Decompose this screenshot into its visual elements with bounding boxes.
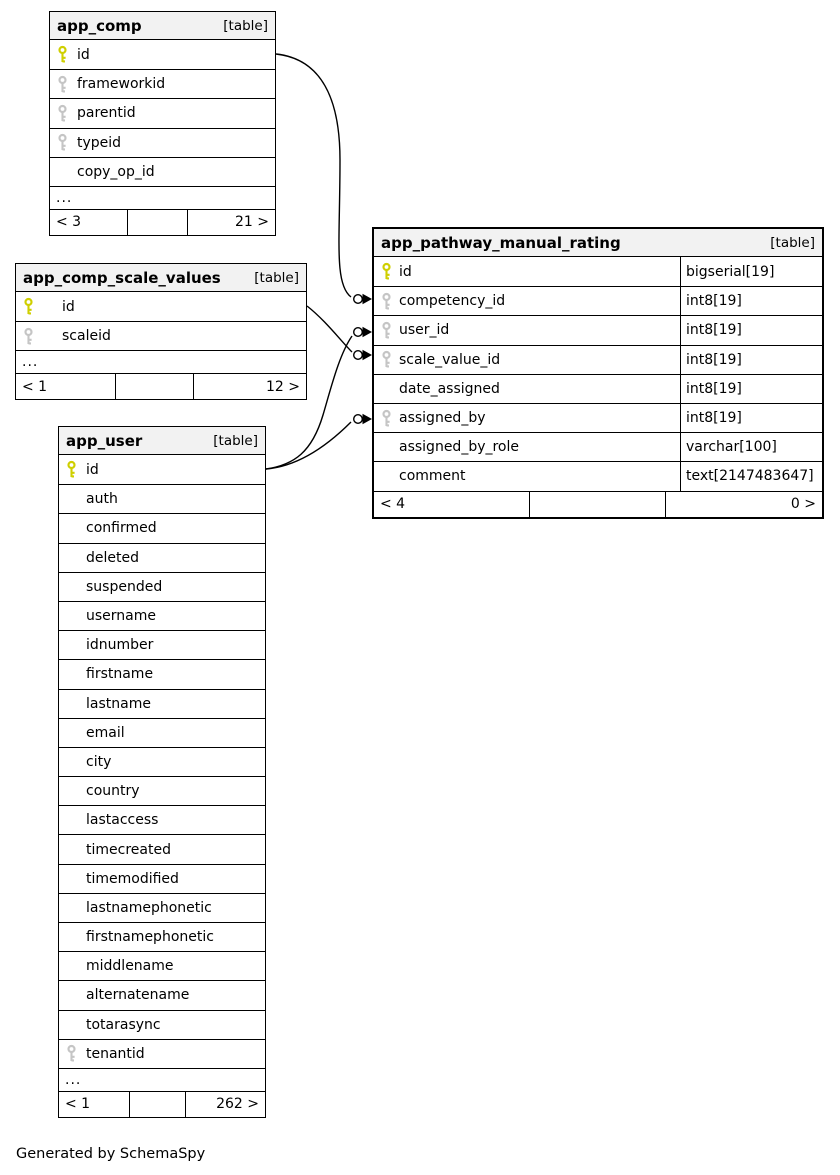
table-type-badge: [table] — [254, 269, 299, 286]
primary-key-icon — [23, 297, 62, 316]
table-title[interactable]: app_comp — [57, 16, 142, 35]
column-name: confirmed — [86, 520, 157, 537]
column-name: deleted — [86, 549, 139, 566]
column-row-timemodified — [59, 864, 265, 893]
column-row-middlename — [59, 951, 265, 980]
column-name: id — [86, 461, 99, 478]
column-row-scaleid — [16, 321, 306, 350]
column-name: suspended — [86, 578, 163, 595]
truncated-columns-row: ... — [16, 350, 306, 373]
column-name: competency_id — [399, 293, 506, 310]
column-row-tenantid — [59, 1039, 265, 1068]
table-type-badge: [table] — [213, 432, 258, 449]
column-name: totarasync — [86, 1016, 161, 1033]
column-row-user_id — [374, 315, 822, 344]
footer-left-cell: < 1 — [65, 1096, 91, 1113]
column-row-lastnamephonetic — [59, 893, 265, 922]
column-name: tenantid — [86, 1045, 145, 1062]
foreign-key-icon — [66, 1044, 86, 1063]
footer-left-cell: < 3 — [56, 214, 82, 231]
column-row-frameworkid — [50, 69, 275, 98]
column-name: timemodified — [86, 870, 179, 887]
column-row-id — [50, 40, 275, 69]
column-type: bigserial[19] — [680, 257, 822, 286]
column-row-parentid — [50, 98, 275, 127]
table-header — [374, 229, 822, 257]
footer-right-cell: 0 > — [665, 492, 822, 517]
table-footer — [374, 491, 822, 517]
column-row-id — [374, 257, 822, 286]
column-name: lastnamephonetic — [86, 899, 212, 916]
table-app_comp_scale_values — [15, 263, 307, 400]
foreign-key-icon — [57, 104, 77, 123]
table-header — [50, 12, 275, 40]
foreign-key-icon — [23, 327, 62, 346]
column-name: frameworkid — [77, 76, 166, 93]
footer-right-cell: 12 > — [193, 374, 306, 399]
column-row-firstnamephonetic — [59, 922, 265, 951]
column-name: scaleid — [62, 328, 111, 345]
truncated-columns-row: ... — [50, 186, 275, 209]
table-type-badge: [table] — [223, 17, 268, 34]
column-name: assigned_by_role — [399, 439, 520, 456]
table-type-badge: [table] — [770, 234, 815, 251]
column-row-deleted — [59, 543, 265, 572]
column-name: lastname — [86, 695, 151, 712]
footer-left-cell: < 4 — [380, 496, 406, 512]
footer-left-cell: < 1 — [22, 378, 48, 395]
column-type: int8[19] — [680, 316, 822, 344]
column-name: typeid — [77, 134, 122, 151]
column-name: parentid — [77, 105, 136, 122]
footer-center-cell — [127, 210, 188, 235]
column-row-username — [59, 601, 265, 630]
column-name: country — [86, 783, 140, 800]
column-row-assigned_by — [374, 403, 822, 432]
generated-by-note: Generated by SchemaSpy — [16, 1146, 206, 1162]
column-row-email — [59, 718, 265, 747]
column-row-lastaccess — [59, 805, 265, 834]
column-type: int8[19] — [680, 287, 822, 315]
column-row-id — [59, 455, 265, 484]
column-name: auth — [86, 491, 118, 508]
column-name: email — [86, 724, 125, 741]
foreign-key-icon — [381, 321, 399, 340]
table-header — [59, 427, 265, 455]
column-row-scale_value_id — [374, 345, 822, 374]
table-app_pathway_manual_rating — [372, 227, 824, 519]
column-name: firstname — [86, 666, 154, 683]
foreign-key-icon — [381, 292, 399, 311]
footer-center-cell — [529, 492, 666, 517]
column-name: id — [77, 46, 90, 63]
column-row-city — [59, 747, 265, 776]
column-name: alternatename — [86, 987, 190, 1004]
column-row-auth — [59, 484, 265, 513]
column-row-country — [59, 776, 265, 805]
column-row-alternatename — [59, 980, 265, 1009]
column-name: username — [86, 608, 156, 625]
column-name: comment — [399, 468, 466, 485]
relation-app_user-id-to-assigned_by — [266, 414, 372, 469]
column-row-assigned_by_role — [374, 432, 822, 461]
truncated-columns-row: ... — [59, 1068, 265, 1091]
column-row-typeid — [50, 128, 275, 157]
column-name: copy_op_id — [77, 163, 155, 180]
column-row-comment — [374, 461, 822, 490]
column-row-confirmed — [59, 513, 265, 542]
column-name: timecreated — [86, 841, 171, 858]
column-name: city — [86, 753, 112, 770]
table-app_user — [58, 426, 266, 1118]
column-name: lastaccess — [86, 812, 159, 829]
column-row-timecreated — [59, 834, 265, 863]
table-footer — [59, 1091, 265, 1117]
column-row-lastname — [59, 689, 265, 718]
table-title[interactable]: app_pathway_manual_rating — [381, 233, 621, 252]
column-type: text[2147483647] — [680, 462, 822, 490]
primary-key-icon — [66, 460, 86, 479]
column-type: int8[19] — [680, 404, 822, 432]
foreign-key-icon — [57, 75, 77, 94]
column-type: varchar[100] — [680, 433, 822, 461]
column-type: int8[19] — [680, 346, 822, 374]
foreign-key-icon — [57, 133, 77, 152]
column-type: int8[19] — [680, 375, 822, 403]
table-title[interactable]: app_comp_scale_values — [23, 268, 221, 287]
column-name: idnumber — [86, 637, 154, 654]
footer-center-cell — [129, 1092, 185, 1117]
column-name: assigned_by — [399, 410, 486, 427]
footer-right-cell: 262 > — [185, 1092, 265, 1117]
footer-right-cell: 21 > — [187, 210, 275, 235]
column-row-date_assigned — [374, 374, 822, 403]
column-row-competency_id — [374, 286, 822, 315]
footer-center-cell — [115, 374, 193, 399]
column-row-id — [16, 292, 306, 321]
primary-key-icon — [57, 45, 77, 64]
table-app_comp — [49, 11, 276, 236]
column-row-totarasync — [59, 1010, 265, 1039]
column-row-firstname — [59, 659, 265, 688]
column-row-copy_op_id — [50, 157, 275, 186]
table-footer — [16, 373, 306, 399]
column-row-suspended — [59, 572, 265, 601]
foreign-key-icon — [381, 350, 399, 369]
table-header — [16, 264, 306, 292]
primary-key-icon — [381, 262, 399, 281]
column-row-idnumber — [59, 630, 265, 659]
column-name: date_assigned — [399, 380, 500, 397]
column-name: id — [62, 298, 75, 315]
table-footer — [50, 209, 275, 235]
column-name: middlename — [86, 958, 174, 975]
column-name: id — [399, 263, 412, 280]
column-name: user_id — [399, 322, 450, 339]
table-title[interactable]: app_user — [66, 431, 143, 450]
column-name: scale_value_id — [399, 351, 501, 368]
column-name: firstnamephonetic — [86, 929, 214, 946]
foreign-key-icon — [381, 409, 399, 428]
